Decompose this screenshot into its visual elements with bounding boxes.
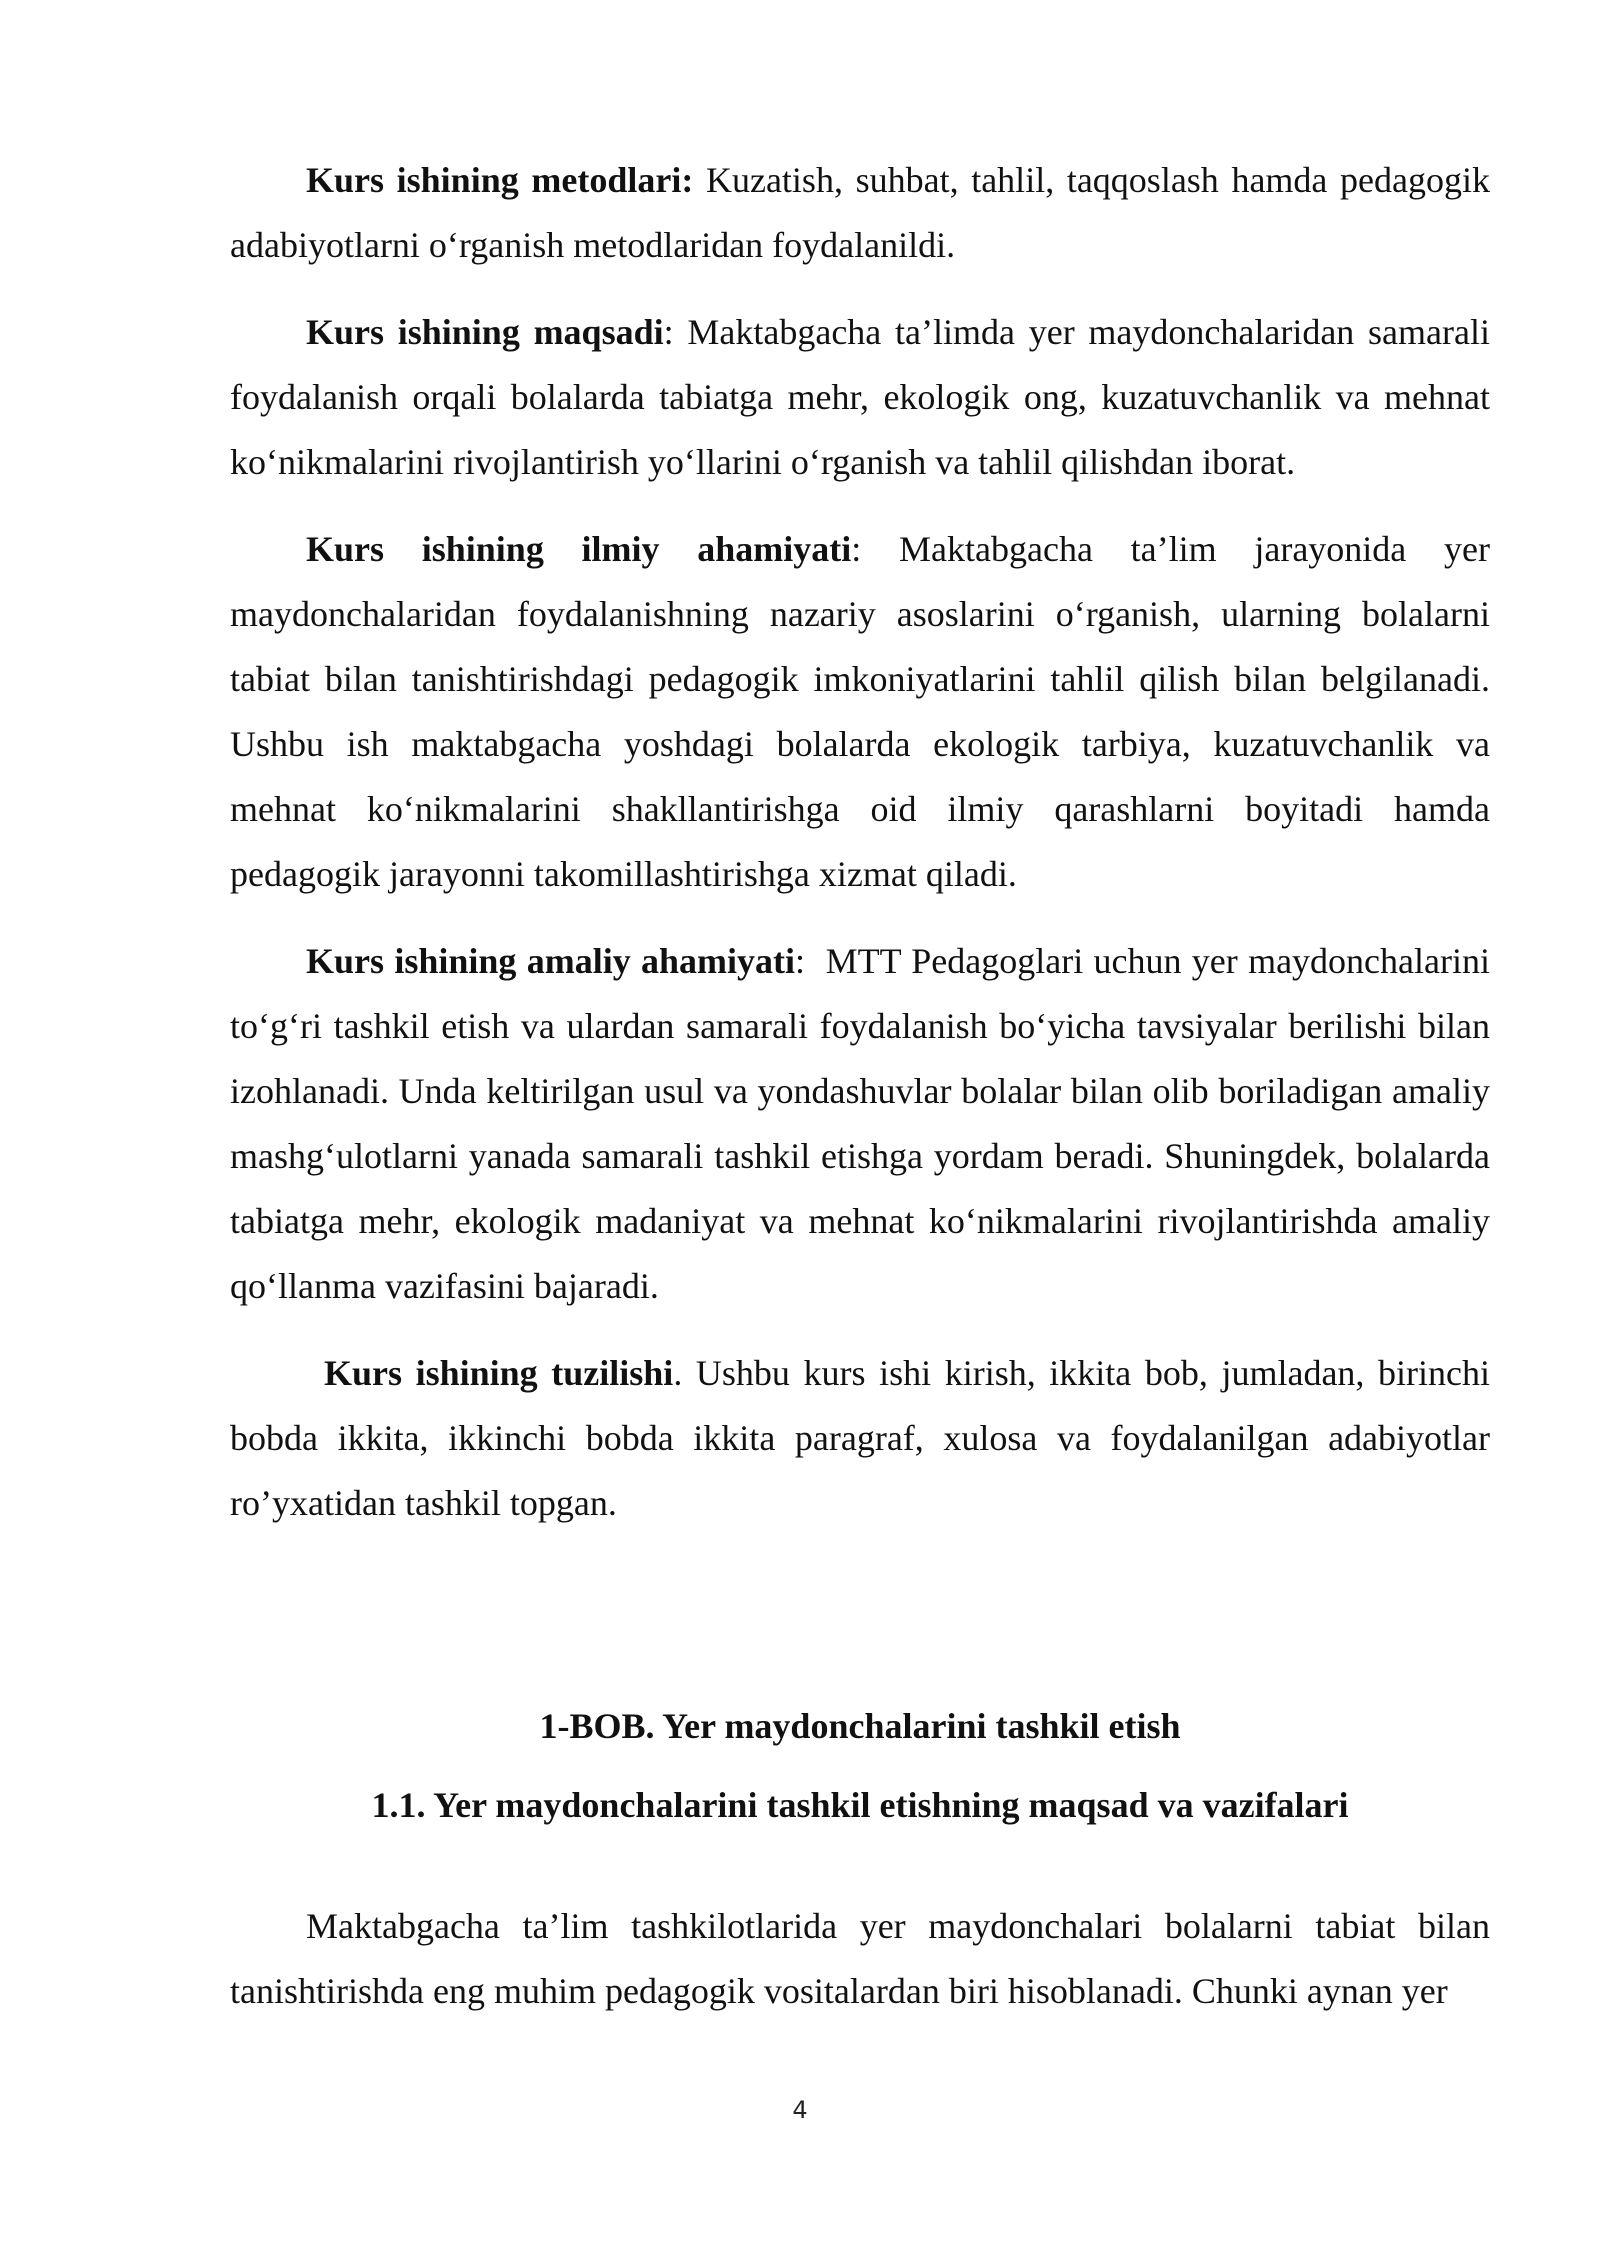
paragraph-scientific-significance xyxy=(230,517,1490,907)
paragraph-goal-label: Kurs ishining maqsadi xyxy=(306,312,664,352)
paragraph-goal xyxy=(230,300,1490,495)
paragraph-goal-text: Maktabgacha ta’limda yer maydonchalaridan samarali foydalanish orqali bolalarda tabiatga mehr, ekologik ong, kuzatuvchanlik va mehnat ko‘nikmalarini rivojlantirish yo‘llarini o‘rganish va tahlil qilishdan iborat. xyxy=(230,312,1490,482)
paragraph-methods-text: Kuzatish, suhbat, tahlil, taqqoslash hamda pedagogik adabiyotlarni o‘rganish metodlaridan foydalanildi. xyxy=(230,160,1491,265)
paragraph-methods xyxy=(230,148,1490,278)
paragraph-practical-significance-text: MTT Pedagoglari uchun yer maydonchalarini to‘g‘ri tashkil etish va ulardan samarali foydalanish bo‘yicha tavsiyalar berilishi bilan izohlanadi. Unda keltirilgan usul va yondashuvlar bolalar bilan olib boriladigan amaliy mashg‘ulotlarni yanada samarali tashkil etishga yordam beradi. Shuningdek, bolalarda tabiatga mehr, ekologik madaniyat va mehnat ko‘nikmalarini rivojlantirishda amaliy qo‘llanma vazifasini bajaradi. xyxy=(230,941,1490,1306)
paragraph-methods-separator xyxy=(693,160,706,200)
page-number: 4 xyxy=(792,2096,808,2124)
chapter-title: 1-BOB. Yer maydonchalarini tashkil etish xyxy=(539,1706,1181,1746)
page-content xyxy=(230,148,1490,2024)
paragraph-practical-significance-separator: : xyxy=(795,941,826,981)
paragraph-practical-significance xyxy=(230,929,1490,1319)
section-spacer xyxy=(230,1838,1490,1894)
paragraph-structure-separator: . xyxy=(673,1353,696,1393)
paragraph-structure xyxy=(230,1341,1490,1536)
paragraph-scientific-significance-separator: : xyxy=(851,529,900,569)
section-title: 1.1. Yer maydonchalarini tashkil etishning maqsad va vazifalari xyxy=(371,1785,1349,1825)
paragraph-structure-label: Kurs ishining tuzilishi xyxy=(324,1353,674,1393)
paragraph-scientific-significance-text: Maktabgacha ta’lim jarayonida yer maydonchalaridan foydalanishning nazariy asoslarini o‘rganish, ularning bolalarni tabiat bilan tanishtirishdagi pedagogik imkoniyatlarini tahlil qilish bilan belgilanadi. Ushbu ish maktabgacha yoshdagi bolalarda ekologik tarbiya, kuzatuvchanlik va mehnat ko‘nikmalarini shakllantirishga oid ilmiy qarashlarni boyitadi hamda pedagogik jarayonni takomillashtirishga xizmat qiladi. xyxy=(230,529,1490,894)
paragraph-goal-separator: : xyxy=(663,312,688,352)
paragraph-scientific-significance-label: Kurs ishining ilmiy ahamiyati xyxy=(306,529,852,569)
paragraph-structure-text: Ushbu kurs ishi kirish, ikkita bob, jumladan, birinchi bobda ikkita, ikkinchi bobda ikkita paragraf, xulosa va foydalanilgan adabiyotlar ro’yxatidan tashkil topgan. xyxy=(230,1353,1490,1523)
paragraph-methods-label: Kurs ishining metodlari: xyxy=(306,160,694,200)
paragraph-practical-significance-label: Kurs ishining amaliy ahamiyati xyxy=(306,941,795,981)
paragraph-body: Maktabgacha ta’lim tashkilotlarida yer maydonchalari bolalarni tabiat bilan tanishtirishda eng muhim pedagogik vositalardan biri hisoblanadi. Chunki aynan yer xyxy=(230,1906,1490,2011)
chapter-spacer xyxy=(230,1536,1490,1694)
